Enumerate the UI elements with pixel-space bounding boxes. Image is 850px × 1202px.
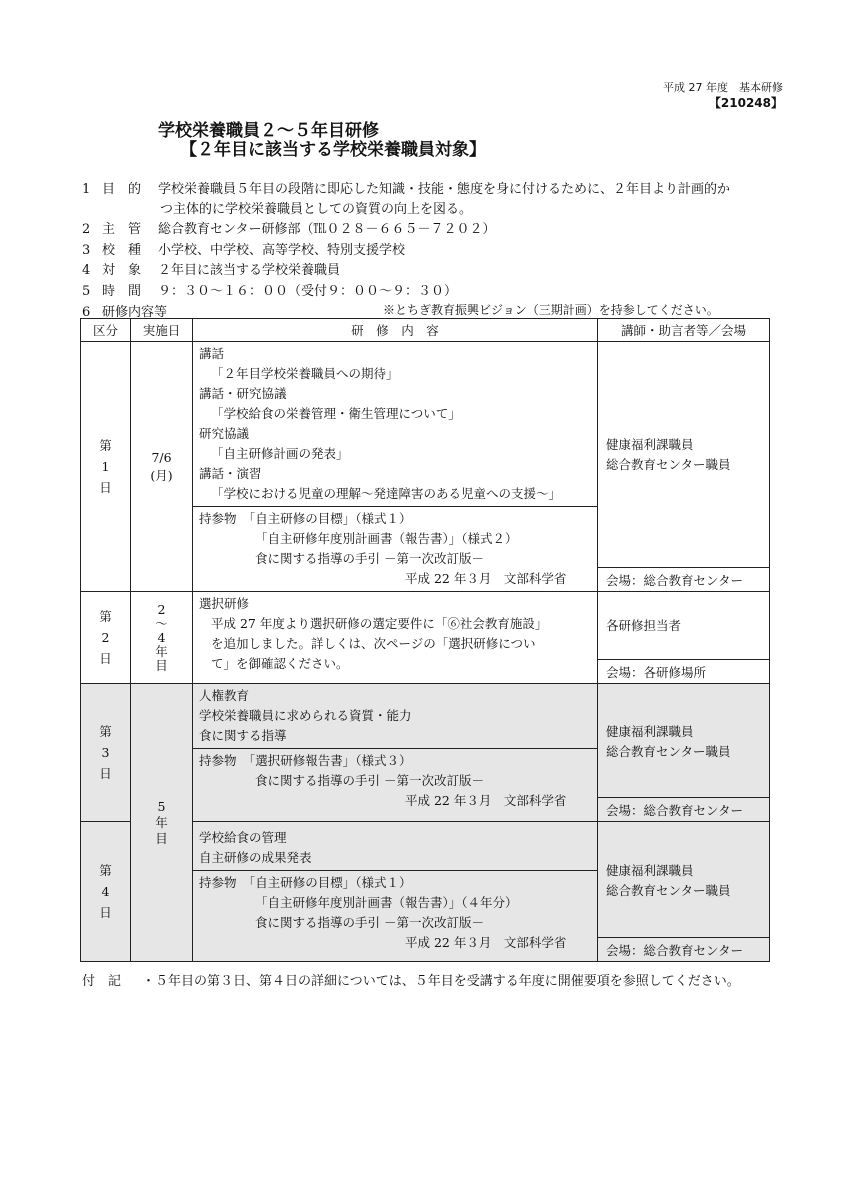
info-school-type: 3 校 種 小学校、中学校、高等学校、特別支援学校 — [82, 243, 406, 258]
day1-contents: 講話 「２年目学校栄養職員への期待」 講話・研究協議 「学校給食の栄養管理・衛生管理について」 研究協議 「自主研修計画の発表」 講話・演習 「学校における児童の理解～発達障害のある児童への支援～」 持参物 「自主研修の目標」（様式１） 「自主研修年度別計画書（報告書）」（様式２） 食に関する指導の手引 －第一次改訂版－ 平成 22 年３月 文部科学省 — [193, 342, 598, 592]
day1-lecturer-1: 健康福利課職員 — [606, 436, 694, 452]
day1-bring-items: 持参物 「自主研修の目標」（様式１） 「自主研修年度別計画書（報告書）」（様式２） 食に関する指導の手引 －第一次改訂版－ 平成 22 年３月 文部科学省 — [193, 506, 597, 589]
table-header-row — [81, 319, 770, 342]
day3-lecturer-1: 健康福利課職員 — [606, 724, 694, 739]
info-time: 5 時 間 ９：３０～１６：００（受付９：００～９：３０） — [82, 284, 458, 299]
header-division: 区分 — [81, 319, 131, 342]
day2-lecturer-cell — [598, 592, 770, 684]
info-organizer: 2 主 管 総合教育センター研修部（℡０２８－６６５－７２０２） — [82, 222, 496, 237]
day1-lecturer-cell — [598, 342, 770, 592]
fifth-year-date: 5 年 目 — [131, 684, 193, 962]
fiscal-year-label: 平成 27 年度 基本研修 — [663, 81, 783, 94]
day3-venue: 会場：総合教育センター — [598, 797, 769, 821]
footnote-text: ・５年目の第３日、第４日の詳細については、５年目を受講する年度に開催要項を参照してください。 — [142, 974, 740, 989]
day4-bring-items: 持参物 「自主研修の目標」（様式１） 「自主研修年度別計画書（報告書）」（４年分） 食に関する指導の手引 －第一次改訂版－ 平成 22 年３月 文部科学省 — [193, 870, 597, 953]
day4-label: 第 4 日 — [81, 822, 131, 962]
footnote — [82, 970, 740, 989]
course-code: 【210248】 — [708, 96, 783, 110]
day3-contents: 人権教育 学校栄養職員に求められる資質・能力 食に関する指導 持参物 「選択研修報告書」（様式３） 食に関する指導の手引 －第一次改訂版－ 平成 22 年３月 文部科学省 — [193, 684, 598, 822]
day2-label: 第 2 日 — [81, 592, 131, 684]
day2-date: 2 ～ 4 年 目 — [131, 592, 193, 684]
header-lecturer: 講師・助言者等／会場 — [598, 319, 770, 342]
bring-vision-note: ※とちぎ教育振興ビジョン（三期計画）を持参してください。 — [383, 303, 719, 317]
info-purpose: 1 目 的 学校栄養職員５年目の段階に即応した知識・技能・態度を身に付けるために、２年目より計画的か — [82, 182, 731, 197]
day3-lecturer-2: 総合教育センター職員 — [606, 744, 731, 759]
info-target: 4 対 象 ２年目に該当する学校栄養職員 — [82, 263, 341, 278]
header-contents: 研 修 内 容 — [193, 319, 598, 342]
day3-label: 第 3 日 — [81, 684, 131, 822]
info-purpose-cont: つ主体的に学校栄養職員としての資質の向上を図る。 — [160, 202, 473, 217]
schedule-table — [80, 318, 770, 962]
day1-label: 第 1 日 — [81, 342, 131, 592]
day1-lecturer-2: 総合教育センター職員 — [606, 456, 731, 472]
day2-lecturer-1: 各研修担当者 — [606, 618, 682, 633]
table-row-day3 — [81, 684, 770, 822]
table-row-day2 — [81, 592, 770, 684]
day1-date: 7/6 (月) — [131, 342, 193, 592]
page-subtitle: 【２年目に該当する学校栄養職員対象】 — [180, 140, 486, 160]
table-row-day1 — [81, 342, 770, 592]
day4-lecturer-cell — [598, 822, 770, 962]
day3-bring-items: 持参物 「選択研修報告書」（様式３） 食に関する指導の手引 －第一次改訂版－ 平成 22 年３月 文部科学省 — [193, 748, 597, 811]
day2-venue: 会場：各研修場所 — [598, 659, 769, 683]
day4-venue: 会場：総合教育センター — [598, 937, 769, 961]
page-title: 学校栄養職員２～５年目研修 — [158, 121, 379, 141]
day2-contents: 選択研修 平成 27 年度より選択研修の選定要件に「⑥社会教育施設」 を追加しました。詳しくは、次ページの「選択研修につい て」を御確認ください。 — [193, 592, 598, 684]
info-purpose-text: 学校栄養職員５年目の段階に即応した知識・技能・態度を身に付けるために、２年目より計画的か — [158, 182, 731, 197]
day4-lecturer-1: 健康福利課職員 — [606, 863, 694, 878]
day3-lecturer-cell — [598, 684, 770, 822]
day1-venue: 会場：総合教育センター — [598, 567, 769, 591]
day4-lecturer-2: 総合教育センター職員 — [606, 883, 731, 898]
day4-contents: 学校給食の管理 自主研修の成果発表 持参物 「自主研修の目標」（様式１） 「自主研修年度別計画書（報告書）」（４年分） 食に関する指導の手引 －第一次改訂版－ 平成 22 年３月 文部科学省 — [193, 822, 598, 962]
header-date: 実施日 — [131, 319, 193, 342]
info-contents-heading: 6 研修内容等 — [82, 305, 168, 320]
footnote-label: 付 記 — [82, 974, 122, 989]
